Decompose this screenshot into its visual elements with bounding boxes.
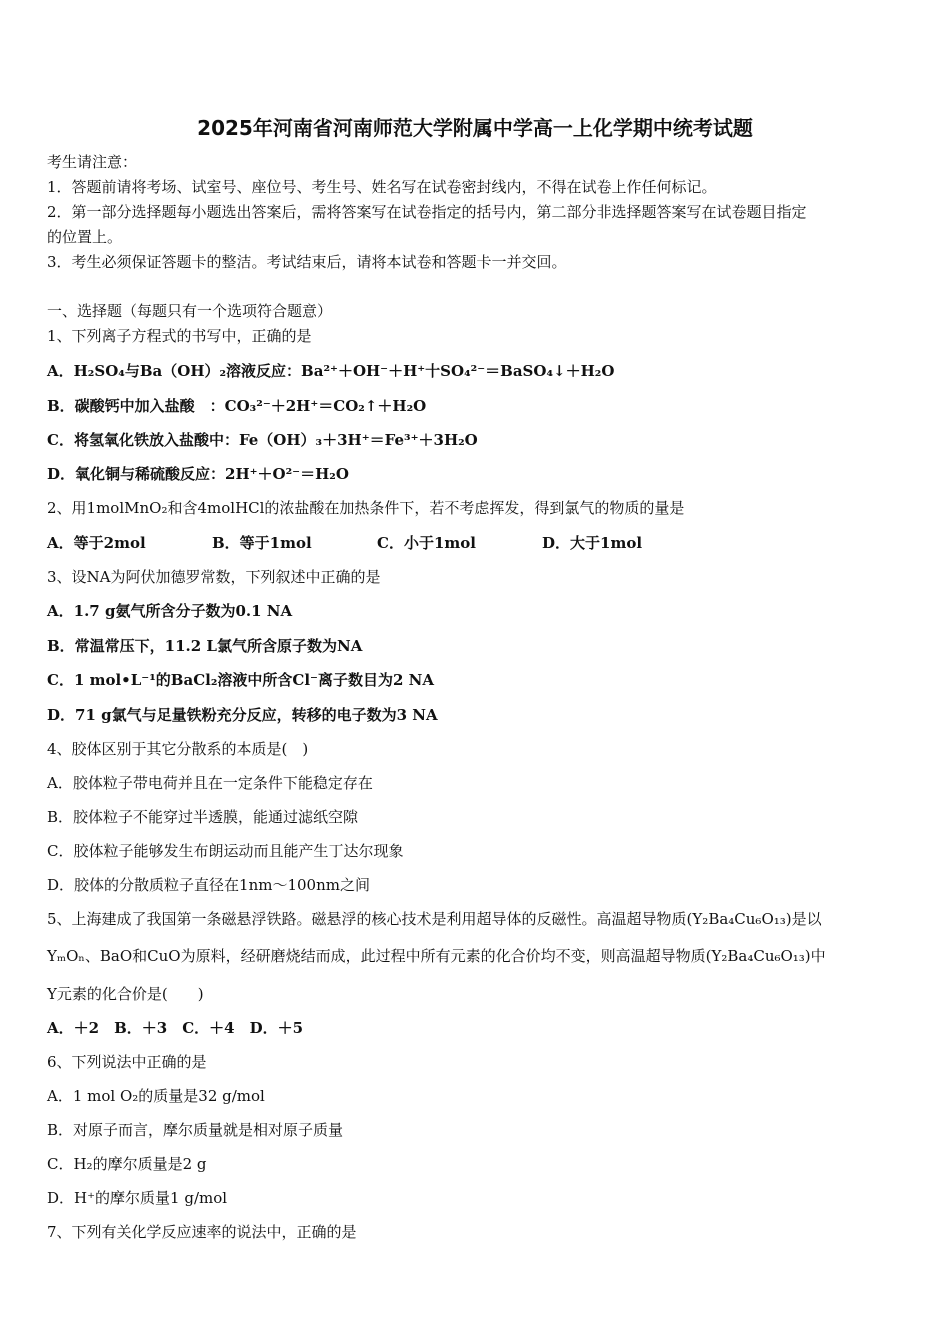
q6-stem: 6、下列说法中正确的是: [47, 1053, 207, 1071]
q5-stem-line-3: Y元素的化合价是( ): [47, 985, 204, 1003]
notice-heading: 考生请注意：: [47, 153, 138, 171]
q6-option-c: C．H₂的摩尔质量是2 g: [47, 1155, 207, 1173]
q1-option-a: A．H₂SO₄与Ba（OH）₂溶液反应：Ba²⁺＋OH⁻＋H⁺十SO₄²⁻＝BaSO₄↓＋H₂O: [47, 362, 615, 380]
notice-item-2-cont: 的位置上。: [47, 228, 123, 246]
section-heading: 一、选择题（每题只有一个选项符合题意）: [47, 302, 333, 320]
q2-option-b: B．等于1mol: [212, 534, 312, 552]
q5-stem-line-1: 5、上海建成了我国第一条磁悬浮铁路。磁悬浮的核心技术是利用超导体的反磁性。高温超导物质(Y₂Ba₄Cu₆O₁₃)是以: [47, 910, 822, 928]
q6-option-d: D．H⁺的摩尔质量1 g/mol: [47, 1189, 228, 1207]
q4-option-d: D．胶体的分散质粒子直径在1nm～100nm之间: [47, 876, 370, 894]
q3-option-b: B．常温常压下，11.2 L氯气所含原子数为NA: [47, 637, 363, 655]
q4-option-b: B．胶体粒子不能穿过半透膜，能通过滤纸空隙: [47, 808, 359, 826]
q6-option-a: A．1 mol O₂的质量是32 g/mol: [47, 1087, 265, 1105]
q1-stem: 1、下列离子方程式的书写中，正确的是: [47, 327, 312, 345]
notice-item-3: 3．考生必须保证答题卡的整洁。考试结束后，请将本试卷和答题卡一并交回。: [47, 253, 567, 271]
q2-option-a: A．等于2mol: [47, 534, 146, 552]
q4-option-c: C．胶体粒子能够发生布朗运动而且能产生丁达尔现象: [47, 842, 404, 860]
q4-option-a: A．胶体粒子带电荷并且在一定条件下能稳定存在: [47, 774, 373, 792]
notice-item-1: 1．答题前请将考场、试室号、座位号、考生号、姓名写在试卷密封线内，不得在试卷上作任何标记。: [47, 178, 717, 196]
q3-option-d: D．71 g氯气与足量铁粉充分反应，转移的电子数为3 NA: [47, 706, 438, 724]
q3-option-c: C．1 mol•L⁻¹的BaCl₂溶液中所含Cl⁻离子数目为2 NA: [47, 671, 434, 689]
q5-stem-line-2: YₘOₙ、BaO和CuO为原料，经研磨烧结而成，此过程中所有元素的化合价均不变，则高温超导物质(Y₂Ba₄Cu₆O₁₃)中: [47, 947, 826, 965]
q2-option-d: D．大于1mol: [542, 534, 643, 552]
q4-stem: 4、胶体区别于其它分散系的本质是( ): [47, 740, 309, 758]
q3-stem: 3、设NA为阿伏加德罗常数，下列叙述中正确的是: [47, 568, 381, 586]
page-title: 2025年河南省河南师范大学附属中学高一上化学期中统考试题: [197, 116, 753, 140]
q1-option-d: D．氧化铜与稀硫酸反应：2H⁺＋O²⁻＝H₂O: [47, 465, 349, 483]
q2-option-c: C．小于1mol: [377, 534, 476, 552]
q1-option-c: C．将氢氧化铁放入盐酸中：Fe（OH）₃＋3H⁺＝Fe³⁺＋3H₂O: [47, 431, 478, 449]
notice-item-2: 2．第一部分选择题每小题选出答案后，需将答案写在试卷指定的括号内，第二部分非选择题答案写在试卷题目指定: [47, 203, 807, 221]
q2-stem: 2、用1molMnO₂和含4molHCl的浓盐酸在加热条件下，若不考虑挥发，得到氯气的物质的量是: [47, 499, 685, 517]
q5-options: A．＋2 B．＋3 C．＋4 D．＋5: [47, 1019, 304, 1037]
q1-option-b: B．碳酸钙中加入盐酸 ：CO₃²⁻＋2H⁺＝CO₂↑＋H₂O: [47, 397, 427, 415]
q6-option-b: B．对原子而言，摩尔质量就是相对原子质量: [47, 1121, 344, 1139]
q3-option-a: A．1.7 g氨气所含分子数为0.1 NA: [47, 602, 293, 620]
q7-stem: 7、下列有关化学反应速率的说法中，正确的是: [47, 1223, 357, 1241]
